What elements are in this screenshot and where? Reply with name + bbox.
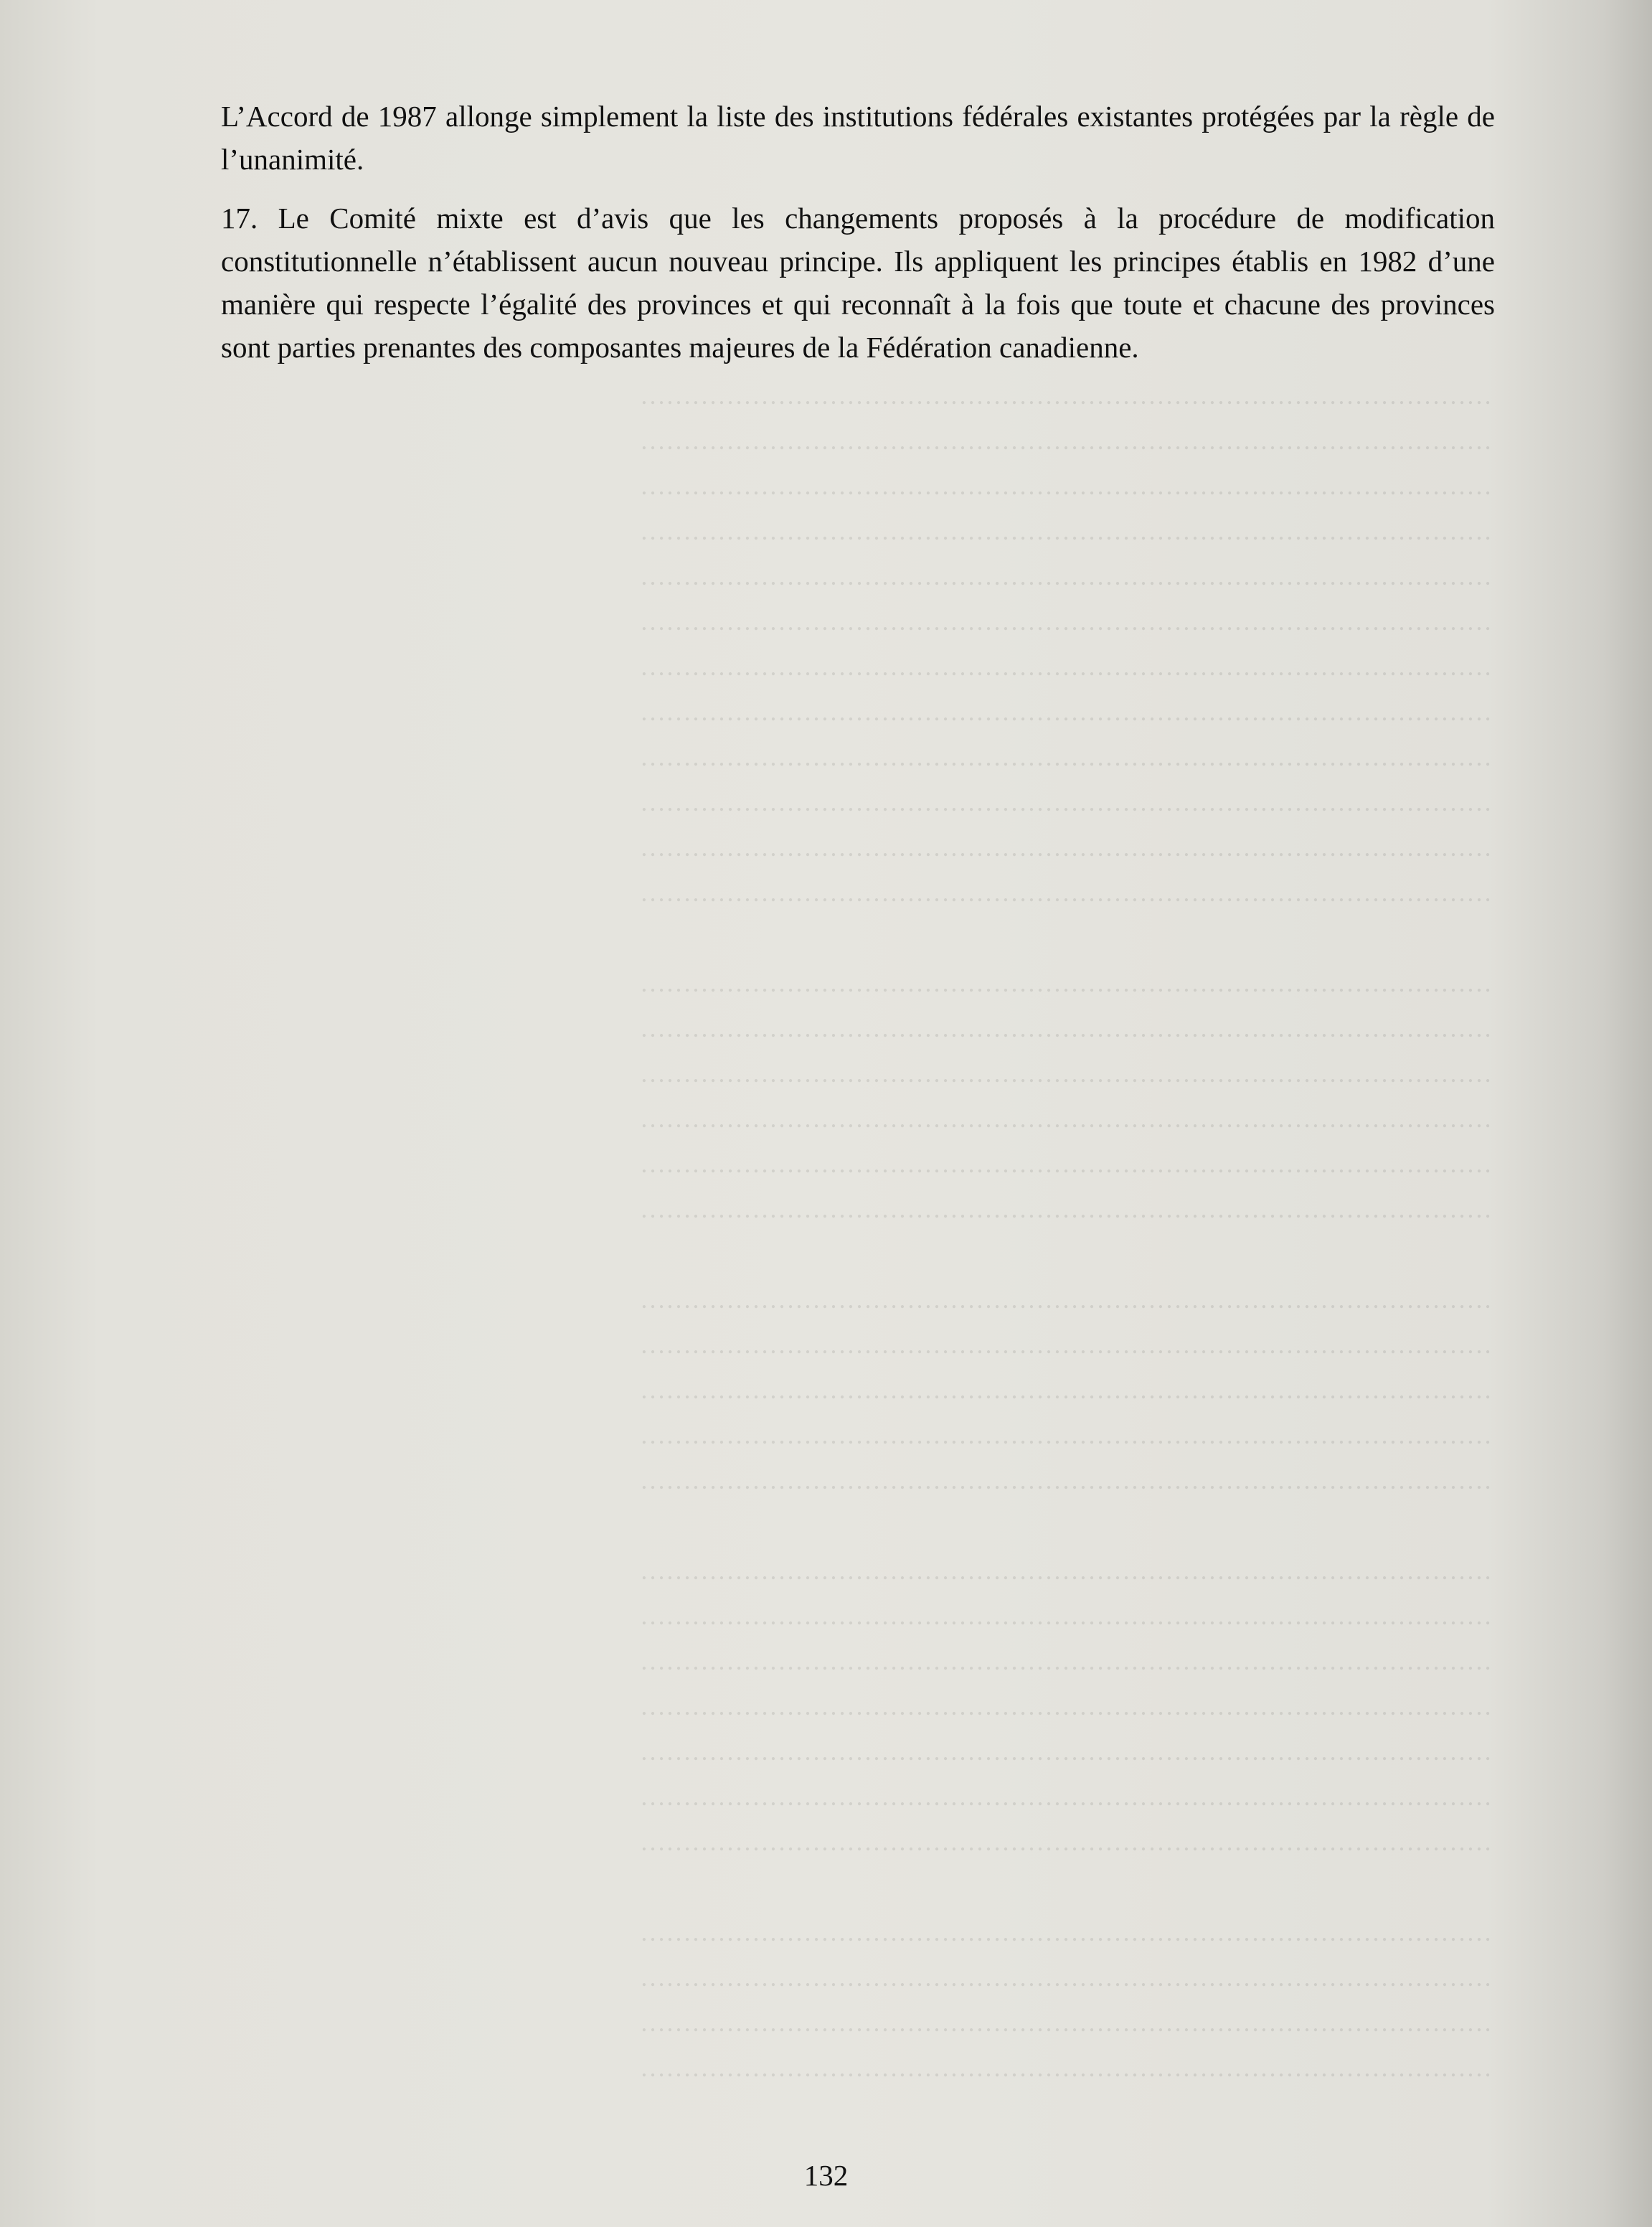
body-text	[221, 95, 1495, 385]
page-number: 132	[803, 2159, 849, 2192]
paragraph-intro: L’Accord de 1987 allonge simplement la liste des institutions fédérales existantes protégées par la règle de l’unanimité.	[221, 100, 1495, 176]
bleed-through-texture: ……………………………………………………………………………………… ……………………………………………………………………………………… ……………………………………………………………………………………… ……………………………………………………………………………………… ……………………………………………………………………………………… ……………………………………………………………………………………… ……………………………………………………………………………………… ……………………………………………………………………………………… ……………………………………………………………………………………… ……………………………………………………………………………………… ……………………………………………………………………………………… ……………………………………………………………………………………… ……………………………………………………………………………………… ……………………………………………………………………………………… ……………………………………………………………………………………… ……………………………………………………………………………………… ……………………………………………………………………………………… ……………………………………………………………………………………… ……………………………………………………………………………………… ……………………………………………………………………………………… ……………………………………………………………………………………… ……………………………………………………………………………………… ……………………………………………………………………………………… ……………………………………………………………………………………… ……………………………………………………………………………………… ……………………………………………………………………………………… ……………………………………………………………………………………… ……………………………………………………………………………………… ……………………………………………………………………………………… ……………………………………………………………………………………… ……………………………………………………………………………………… ……………………………………………………………………………………… ……………………………………………………………………………………… ………………………………………………………………………………………	[640, 381, 1492, 2082]
paragraph-17: 17. Le Comité mixte est d’avis que les changements proposés à la procédure de modification constitutionnelle n’établissent aucun nouveau principe. Ils appliquent les principes établis en 1982 d’une manière qui respecte l’égalité des provinces et qui reconnaît à la fois que toute et chacune des provinces sont parties prenantes des composantes majeures de la Fédération canadienne.	[221, 202, 1495, 364]
